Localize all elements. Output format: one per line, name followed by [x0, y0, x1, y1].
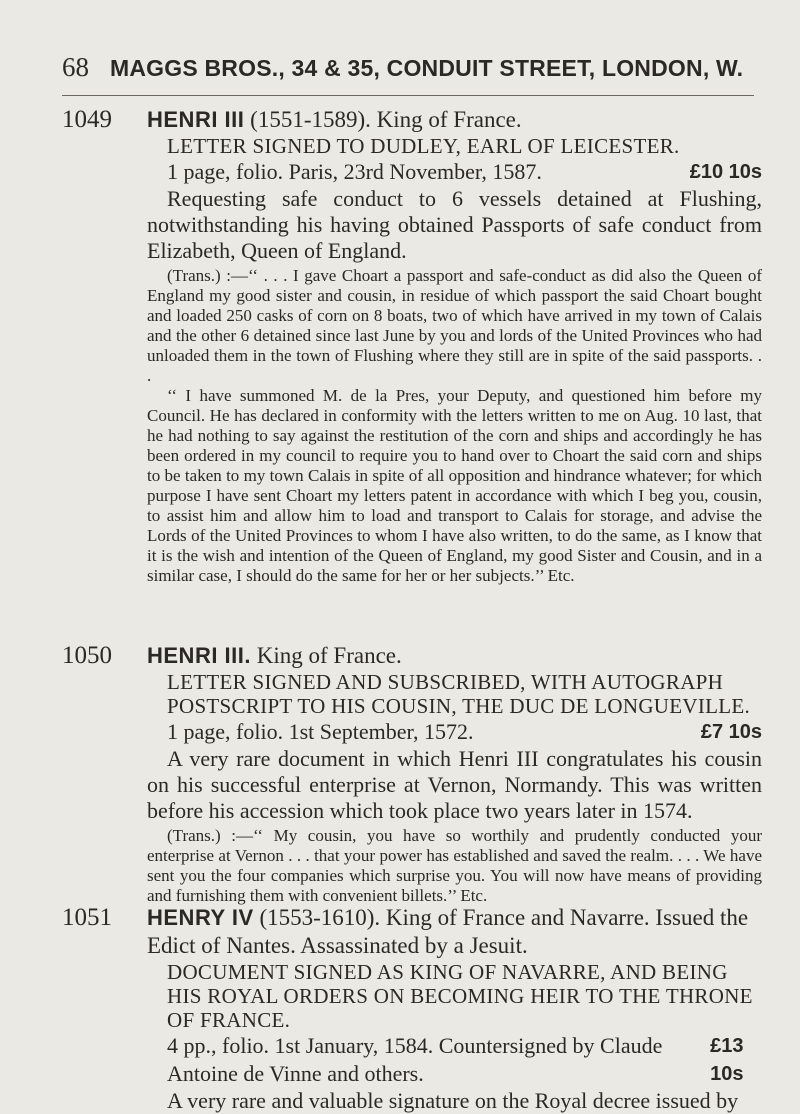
lot-meta-line [167, 1032, 762, 1088]
lot-name: HENRI III. [147, 643, 252, 668]
lot-title: LETTER SIGNED TO DUDLEY, EARL OF LEICESTER. [167, 134, 680, 158]
lot-heading-rest: (1551-1589). King of France. [250, 107, 522, 132]
lot-title: DOCUMENT SIGNED AS KING OF NAVARRE, AND BEING HIS ROYAL ORDERS ON BECOMING HEIR TO THE THRONE OF FRANCE. [167, 960, 753, 1032]
lot-meta-line [167, 158, 762, 186]
lot-title: LETTER SIGNED AND SUBSCRIBED, WITH AUTOGRAPH POSTSCRIPT TO HIS COUSIN, THE DUC DE LONGUEVILLE. [167, 670, 751, 718]
page-number: 68 [62, 52, 89, 82]
lot-translation: (Trans.) :—‘‘ My cousin, you have so worthily and prudently conducted your enterprise at Vernon . . . that your power has established and saved the realm. . . . We have sent you the four companies which surprise you. You will now have means of providing and furnishing them with convenient billets.’’ Etc. [147, 826, 762, 905]
lot-meta: 1 page, folio. Paris, 23rd November, 1587. [167, 159, 542, 184]
lot-description: A very rare document in which Henri III congratulates his cousin on his successful enterprise at Vernon, Normandy. This was written before his accession which took place two years later in 1574. [147, 746, 762, 823]
lot-translation: (Trans.) :—‘‘ . . . I gave Choart a passport and safe-conduct as did also the Queen of England my good sister and cousin, in residue of which passport the said Choart bought and loaded 250 casks of corn on 8 boats, two of which have arrived in my town of Calais and the other 6 detained since last June by you and lords of the United Provinces who had unloaded them in the town of Flushing where they still are in spite of the said passports. . . [147, 266, 762, 385]
lot-meta: 1 page, folio. 1st September, 1572. [167, 719, 474, 744]
lot-name: HENRI III [147, 107, 245, 132]
header-rule [62, 95, 754, 96]
lot-heading-rest: King of France. [256, 643, 402, 668]
lot-number: 1051 [62, 904, 112, 931]
lot-price: £10 10s [689, 161, 762, 183]
lot-number: 1050 [62, 642, 112, 669]
lot-1049 [62, 106, 762, 586]
lot-meta: 4 pp., folio. 1st January, 1584. Countersigned by Claude Antoine de Vinne and others. [167, 1033, 663, 1086]
lot-heading [147, 904, 762, 960]
lot-heading [147, 642, 762, 670]
lot-number: 1049 [62, 106, 112, 133]
running-header [62, 52, 752, 83]
lot-meta-line [167, 718, 762, 746]
lot-description: A very rare and valuable signature on the Royal decree issued by [167, 1088, 739, 1113]
lot-1051 [62, 904, 762, 1114]
lot-translation-continued: ‘‘ I have summoned M. de la Pres, your Deputy, and questioned him before my Council. He has declared in conformity with the letters written to me on Aug. 10 last, that he had nothing to say against the restitution of the corn and ships and accordingly he has been ordered in my council to require you to hand over to Choart the said corn and ships to be taken to my town Calais in spite of all opposition and hindrance whatever; for which purpose I have sent Choart my letters patent in accordance with which I beg you, cousin, to assist him and allow him to load and transport to Calais for storage, and advise the Lords of the United Provinces to whom I have also written, to do the same, as I know that it is the wish and intention of the Queen of England, my good Sister and Cousin, and in a similar case, I should do the same for her or her subjects.’’ Etc. [147, 386, 762, 585]
lot-name: HENRY IV [147, 905, 254, 930]
lot-description: Requesting safe conduct to 6 vessels detained at Flushing, notwithstanding his having obtained Passports of safe conduct from Elizabeth, Queen of England. [147, 186, 762, 263]
lot-1050 [62, 642, 762, 906]
lot-heading-rest: (1553-1610). King of France and Navarre. Issued the Edict of Nantes. Assassinated by a Jesuit. [147, 905, 749, 958]
lot-price: £7 10s [700, 721, 762, 743]
lot-heading [147, 106, 762, 134]
lot-price: £13 10s [710, 1035, 744, 1085]
running-head: MAGGS BROS., 34 & 35, CONDUIT STREET, LONDON, W. [110, 55, 744, 81]
